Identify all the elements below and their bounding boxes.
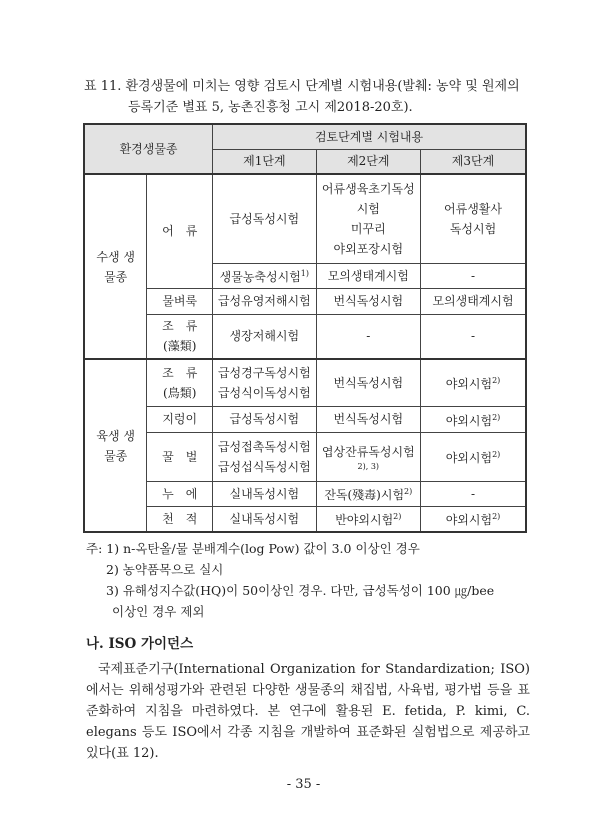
silkworm-s3: - xyxy=(421,481,526,506)
fish-s1b: 생물농축성시험$^{1)}$ xyxy=(213,263,316,288)
silkworm-s2: 잔독(殘毒)시험$^{2)}$ xyxy=(316,481,420,506)
header-stage1: 제1단계 xyxy=(213,149,316,174)
page-number: - 35 - xyxy=(286,777,321,792)
algae-s3: - xyxy=(421,314,526,359)
birds-s3: 야외시험$^{2)}$ xyxy=(421,359,526,406)
daphnia-label: 물벼룩 xyxy=(147,288,213,314)
caption-line1: 표 11. 환경생물에 미치는 영향 검토시 단계별 시험내용(발췌: 농약 및 원제의 xyxy=(84,79,520,94)
birds-s2: 번식독성시험 xyxy=(316,359,420,406)
test-stage-table xyxy=(83,123,527,533)
algae-label: 조 류 (藻類) xyxy=(147,314,213,359)
silkworm-s1: 실내독성시험 xyxy=(213,481,316,506)
header-content: 검토단계별 시험내용 xyxy=(213,124,526,149)
table-notes xyxy=(86,538,536,622)
note-2: 2) 농약품목으로 실시 xyxy=(106,562,224,577)
note-1: 주: 1) n-옥탄올/물 분배계수(log Pow) 값이 3.0 이상인 경우 xyxy=(86,541,420,556)
enemy-s1: 실내독성시험 xyxy=(213,506,316,532)
header-stage3: 제3단계 xyxy=(421,149,526,174)
note-3-cont: 이상인 경우 제외 xyxy=(112,604,205,619)
aquatic-group: 수생 생물종 xyxy=(84,174,147,359)
table-caption xyxy=(84,76,534,118)
section-heading: 나. ISO 가이던스 xyxy=(86,636,194,652)
header-stage2: 제2단계 xyxy=(316,149,420,174)
earthworm-label: 지렁이 xyxy=(147,406,213,432)
enemy-label: 천 적 xyxy=(147,506,213,532)
daphnia-s3: 모의생태계시험 xyxy=(421,288,526,314)
note-3: 3) 유해성지수값(HQ)이 50이상인 경우. 다만, 급성독성이 100 ㎍/bee xyxy=(106,583,495,598)
birds-s1: 급성경구독성시험 급성식이독성시험 xyxy=(213,359,316,406)
daphnia-s2: 번식독성시험 xyxy=(316,288,420,314)
earthworm-s3: 야외시험$^{2)}$ xyxy=(421,406,526,432)
caption-line2: 등록기준 별표 5, 농촌진흥청 고시 제2018-20호). xyxy=(128,100,413,115)
bee-s3: 야외시험$^{2)}$ xyxy=(421,432,526,481)
algae-s2: - xyxy=(316,314,420,359)
earthworm-s1: 급성독성시험 xyxy=(213,406,316,432)
enemy-s3: 야외시험$^{2)}$ xyxy=(421,506,526,532)
earthworm-s2: 번식독성시험 xyxy=(316,406,420,432)
birds-label: 조 류 (鳥類) xyxy=(147,359,213,406)
bee-s2: 엽상잔류독성시험 2), 3) xyxy=(316,432,420,481)
fish-s1a: 급성독성시험 xyxy=(213,174,316,263)
header-species: 환경생물종 xyxy=(84,124,213,174)
fish-label: 어 류 xyxy=(147,174,213,288)
daphnia-s1: 급성유영저해시험 xyxy=(213,288,316,314)
fish-s2a: 어류생육초기독성 시험 미꾸리 야외포장시험 xyxy=(316,174,420,263)
body-paragraph: 국제표준기구(International Organization for Standardization; ISO)에서는 위해성평가와 관련된 다양한 생물종의 채집법, 사육법, 평가법 등을 표준화하여 지침을 마련하였다. 본 연구에 활용된 E. fetida, P. kimi, C. elegans 등도 ISO에서 각종 지침을 개발하여 표준화된 실험법으로 제공하고 있다(표 12). xyxy=(86,662,530,761)
bee-label: 꿀 벌 xyxy=(147,432,213,481)
algae-s1: 생장저해시험 xyxy=(213,314,316,359)
terrestrial-group: 육생 생물종 xyxy=(84,359,147,532)
fish-s3a: 어류생활사 독성시험 xyxy=(421,174,526,263)
fish-s3b: - xyxy=(421,263,526,288)
silkworm-label: 누 에 xyxy=(147,481,213,506)
fish-s2b: 모의생태계시험 xyxy=(316,263,420,288)
enemy-s2: 반야외시험$^{2)}$ xyxy=(316,506,420,532)
bee-s1: 급성접촉독성시험 급성섭식독성시험 xyxy=(213,432,316,481)
